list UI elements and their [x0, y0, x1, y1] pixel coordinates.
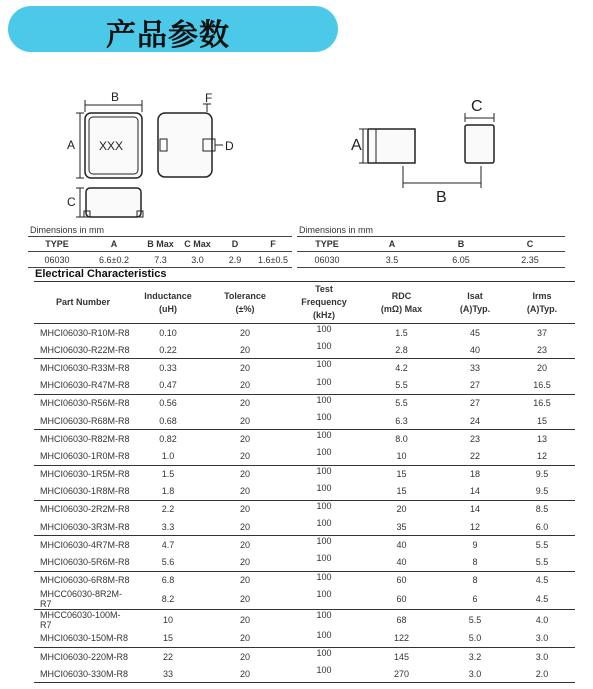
header-tolerance: Tolerance (±%) — [204, 282, 286, 324]
inductance-cell: 15 — [162, 633, 173, 644]
irms-cell: 16.5 — [509, 394, 575, 412]
irms-cell: 5.5 — [509, 536, 575, 554]
isat-cell: 5.0 — [468, 633, 482, 644]
rdc-cell: 60 — [396, 593, 407, 604]
frequency-cell: 100 — [286, 359, 362, 377]
isat-cell: 8 — [441, 571, 509, 589]
rdc-cell: 15 — [396, 486, 407, 497]
isat-cell: 14 — [441, 500, 509, 518]
dims-left-cell: 7.3 — [142, 252, 179, 268]
table-row — [34, 430, 575, 448]
tolerance-cell: 20 — [204, 609, 286, 630]
tolerance-cell: 20 — [204, 359, 286, 377]
tolerance-cell: 20 — [239, 344, 250, 355]
table-row — [34, 518, 575, 536]
frequency-cell: 100 — [316, 482, 332, 493]
table-row — [34, 630, 575, 648]
inductance-cell: 4.7 — [132, 536, 204, 554]
electrical-header-row — [34, 282, 575, 324]
tolerance-cell: 20 — [204, 665, 286, 683]
dims-right-header-cell: C — [495, 237, 565, 252]
dims-left-header-cell: C Max — [179, 237, 216, 252]
frequency-cell: 100 — [316, 553, 332, 564]
left-side-dim-label: A — [67, 138, 76, 152]
table-row — [34, 571, 575, 589]
part-number-cell: MHCC06030-100M-R7 — [34, 609, 132, 630]
dims-left-cell: 6.6±0.2 — [86, 252, 142, 268]
header-rdc: RDC (mΩ) Max — [362, 282, 441, 324]
left-c-label: C — [67, 195, 76, 209]
part-number-cell: MHCI06030-R56M-R8 — [34, 394, 132, 412]
part-number-cell: MHCI06030-3R3M-R8 — [40, 521, 130, 532]
dims-left-header-cell: F — [254, 237, 292, 252]
dimensions-table-right — [297, 225, 565, 268]
table-row — [34, 483, 575, 501]
isat-cell: 8 — [472, 557, 478, 568]
rdc-cell: 2.8 — [395, 344, 408, 355]
rdc-cell: 5.5 — [395, 380, 408, 391]
tolerance-cell: 20 — [204, 571, 286, 589]
header-irms: Irms (A)Typ. — [509, 282, 575, 324]
frequency-cell: 100 — [286, 536, 362, 554]
isat-cell: 40 — [469, 344, 480, 355]
dims-left-cell: 1.6±0.5 — [254, 252, 292, 268]
tolerance-cell: 20 — [239, 521, 250, 532]
isat-cell: 24 — [469, 415, 480, 426]
table-row — [34, 553, 575, 571]
dims-left-header-cell: A — [86, 237, 142, 252]
inductance-cell: 5.6 — [161, 557, 175, 568]
part-number-cell: MHCI06030-1R5M-R8 — [34, 465, 132, 483]
rdc-cell: 40 — [396, 557, 407, 568]
dims-left-row — [28, 252, 292, 268]
isat-cell: 9 — [441, 536, 509, 554]
left-top-dim-label: B — [111, 90, 120, 104]
inductance-cell: 1.0 — [161, 450, 175, 461]
part-number-cell: MHCI06030-2R2M-R8 — [34, 500, 132, 518]
isat-cell: 45 — [441, 324, 509, 342]
inductance-cell: 0.22 — [159, 344, 177, 355]
left-d-label: D — [225, 139, 234, 153]
tolerance-cell: 20 — [204, 648, 286, 666]
inductance-cell: 3.3 — [161, 521, 175, 532]
table-row — [34, 377, 575, 395]
dimension-drawing — [0, 0, 593, 225]
frequency-cell: 100 — [316, 376, 332, 387]
frequency-cell: 100 — [316, 588, 332, 599]
frequency-cell: 100 — [286, 324, 362, 342]
dims-left-cell: 3.0 — [179, 252, 216, 268]
table-row — [34, 359, 575, 377]
frequency-cell: 100 — [316, 341, 332, 352]
rdc-cell: 40 — [362, 536, 441, 554]
dims-right-cell: 06030 — [297, 252, 357, 268]
dims-left-cell: 06030 — [28, 252, 86, 268]
irms-cell: 4.0 — [509, 609, 575, 630]
left-f-label: F — [205, 91, 213, 105]
header-inductance: Inductance (uH) — [132, 282, 204, 324]
isat-cell: 27 — [469, 380, 480, 391]
tolerance-cell: 20 — [204, 394, 286, 412]
header-test-frequency: Test Frequency (kHz) — [286, 282, 362, 324]
header-isat: Isat (A)Typ. — [441, 282, 509, 324]
isat-cell: 3.2 — [441, 648, 509, 666]
part-number-cell: MHCI06030-4R7M-R8 — [34, 536, 132, 554]
tolerance-cell: 20 — [204, 536, 286, 554]
irms-cell: 3.0 — [509, 648, 575, 666]
left-bottom-view — [76, 188, 143, 217]
frequency-cell: 100 — [316, 629, 332, 640]
isat-cell: 3.0 — [441, 665, 509, 683]
tolerance-cell: 20 — [239, 633, 250, 644]
irms-cell: 9.5 — [535, 486, 549, 497]
irms-cell: 3.0 — [535, 633, 549, 644]
rdc-cell: 60 — [362, 571, 441, 589]
inductance-cell: 2.2 — [132, 500, 204, 518]
tolerance-cell: 20 — [239, 593, 250, 604]
inductance-cell: 0.82 — [132, 430, 204, 448]
part-number-cell: MHCI06030-R47M-R8 — [40, 380, 130, 391]
isat-cell: 12 — [469, 521, 480, 532]
inductance-cell: 33 — [132, 665, 204, 683]
dims-left-header — [28, 237, 292, 252]
part-number-cell: MHCI06030-150M-R8 — [40, 633, 129, 644]
rdc-cell: 4.2 — [362, 359, 441, 377]
part-number-cell: MHCI06030-6R8M-R8 — [34, 571, 132, 589]
part-number-cell: MHCI06030-330M-R8 — [34, 665, 132, 683]
banner-title: 产品参数 — [106, 18, 230, 53]
tolerance-cell: 20 — [204, 430, 286, 448]
table-row — [34, 412, 575, 430]
tolerance-cell: 20 — [204, 500, 286, 518]
part-number-cell: MHCI06030-1R8M-R8 — [40, 486, 130, 497]
dims-left-caption: Dimensions in mm — [30, 225, 105, 235]
dims-right-caption: Dimensions in mm — [299, 225, 374, 235]
dims-right-cell: 3.5 — [357, 252, 427, 268]
inductance-cell: 0.33 — [132, 359, 204, 377]
dims-right-cell: 2.35 — [495, 252, 565, 268]
tolerance-cell: 20 — [204, 324, 286, 342]
irms-cell: 5.5 — [535, 557, 549, 568]
inductance-cell: 8.2 — [161, 593, 175, 604]
frequency-cell: 100 — [286, 665, 362, 683]
part-number-cell: MHCI06030-R33M-R8 — [34, 359, 132, 377]
isat-cell: 18 — [441, 465, 509, 483]
right-b-label: B — [436, 189, 447, 206]
dims-right-row — [297, 252, 565, 268]
frequency-cell: 100 — [286, 430, 362, 448]
dims-right-header-cell: TYPE — [297, 237, 357, 252]
isat-cell: 33 — [441, 359, 509, 377]
dims-left-header-cell: B Max — [142, 237, 179, 252]
irms-cell: 13 — [509, 430, 575, 448]
rdc-cell: 10 — [396, 450, 407, 461]
isat-cell: 22 — [469, 450, 480, 461]
rdc-cell: 6.3 — [395, 415, 408, 426]
frequency-cell: 100 — [316, 447, 332, 458]
table-row — [34, 447, 575, 465]
irms-cell: 37 — [509, 324, 575, 342]
rdc-cell: 122 — [393, 633, 410, 644]
frequency-cell: 100 — [316, 411, 332, 422]
inductance-cell: 10 — [132, 609, 204, 630]
electrical-characteristics-title: Electrical Characteristics — [35, 268, 167, 280]
tolerance-cell: 20 — [239, 380, 250, 391]
rdc-cell: 8.0 — [362, 430, 441, 448]
table-row — [34, 589, 575, 610]
right-c-label: C — [471, 98, 483, 115]
dims-right-header-cell: B — [427, 237, 495, 252]
dims-left-cell: 2.9 — [216, 252, 254, 268]
irms-cell: 8.5 — [509, 500, 575, 518]
part-number-cell: MHCI06030-R82M-R8 — [34, 430, 132, 448]
electrical-characteristics-table — [34, 281, 575, 683]
rdc-cell: 145 — [362, 648, 441, 666]
frequency-cell: 100 — [286, 500, 362, 518]
dims-left-header-cell: D — [216, 237, 254, 252]
isat-cell: 6 — [472, 593, 478, 604]
left-side-view — [158, 104, 223, 177]
electrical-table-body — [34, 324, 575, 683]
irms-cell: 4.5 — [535, 593, 549, 604]
dims-right-cell: 6.05 — [427, 252, 495, 268]
part-number-cell: MHCI06030-R68M-R8 — [40, 415, 130, 426]
rdc-cell: 270 — [362, 665, 441, 683]
irms-cell: 15 — [536, 415, 547, 426]
table-row — [34, 500, 575, 518]
tolerance-cell: 20 — [204, 465, 286, 483]
part-number-cell: MHCC06030-8R2M-R7 — [40, 588, 123, 609]
dims-right-header — [297, 237, 565, 252]
table-row — [34, 341, 575, 359]
part-number-cell: MHCI06030-R22M-R8 — [40, 344, 130, 355]
irms-cell: 20 — [509, 359, 575, 377]
isat-cell: 27 — [441, 394, 509, 412]
right-a-label: A — [351, 137, 362, 154]
inductance-cell: 0.47 — [159, 380, 177, 391]
dims-left-header-cell: TYPE — [28, 237, 86, 252]
rdc-cell: 20 — [362, 500, 441, 518]
frequency-cell: 100 — [286, 394, 362, 412]
table-row — [34, 465, 575, 483]
table-row — [34, 324, 575, 342]
inductance-cell: 6.8 — [132, 571, 204, 589]
tolerance-cell: 20 — [239, 450, 250, 461]
tolerance-cell: 20 — [239, 557, 250, 568]
dims-right-header-cell: A — [357, 237, 427, 252]
frequency-cell: 100 — [286, 571, 362, 589]
tolerance-cell: 20 — [239, 415, 250, 426]
part-number-cell: MHCI06030-5R6M-R8 — [40, 557, 130, 568]
part-number-cell: MHCI06030-1R0M-R8 — [40, 450, 130, 461]
part-number-cell: MHCI06030-220M-R8 — [34, 648, 132, 666]
frequency-cell: 100 — [286, 609, 362, 630]
irms-cell: 6.0 — [535, 521, 549, 532]
inductance-cell: 1.8 — [161, 486, 175, 497]
rdc-cell: 5.5 — [362, 394, 441, 412]
irms-cell: 9.5 — [509, 465, 575, 483]
table-row — [34, 609, 575, 630]
table-row — [34, 536, 575, 554]
isat-cell: 23 — [441, 430, 509, 448]
irms-cell: 4.5 — [509, 571, 575, 589]
dimensions-table-left — [28, 225, 292, 268]
rdc-cell: 35 — [396, 521, 407, 532]
isat-cell: 14 — [469, 486, 480, 497]
inductance-cell: 1.5 — [132, 465, 204, 483]
irms-cell: 16.5 — [533, 380, 551, 391]
rdc-cell: 1.5 — [362, 324, 441, 342]
table-row — [34, 648, 575, 666]
header-part-number: Part Number — [34, 282, 132, 324]
part-number-cell: MHCI06030-R10M-R8 — [34, 324, 132, 342]
frequency-cell: 100 — [286, 648, 362, 666]
irms-cell: 12 — [536, 450, 547, 461]
frequency-cell: 100 — [286, 465, 362, 483]
isat-cell: 5.5 — [441, 609, 509, 630]
inductance-cell: 0.68 — [159, 415, 177, 426]
frequency-cell: 100 — [316, 518, 332, 529]
table-row — [34, 665, 575, 683]
rdc-cell: 68 — [362, 609, 441, 630]
left-marking-label: XXX — [99, 139, 124, 153]
table-row — [34, 394, 575, 412]
tolerance-cell: 20 — [239, 486, 250, 497]
irms-cell: 23 — [536, 344, 547, 355]
rdc-cell: 15 — [362, 465, 441, 483]
inductance-cell: 0.56 — [132, 394, 204, 412]
inductance-cell: 0.10 — [132, 324, 204, 342]
inductance-cell: 22 — [132, 648, 204, 666]
irms-cell: 2.0 — [509, 665, 575, 683]
right-part-view — [359, 113, 494, 188]
